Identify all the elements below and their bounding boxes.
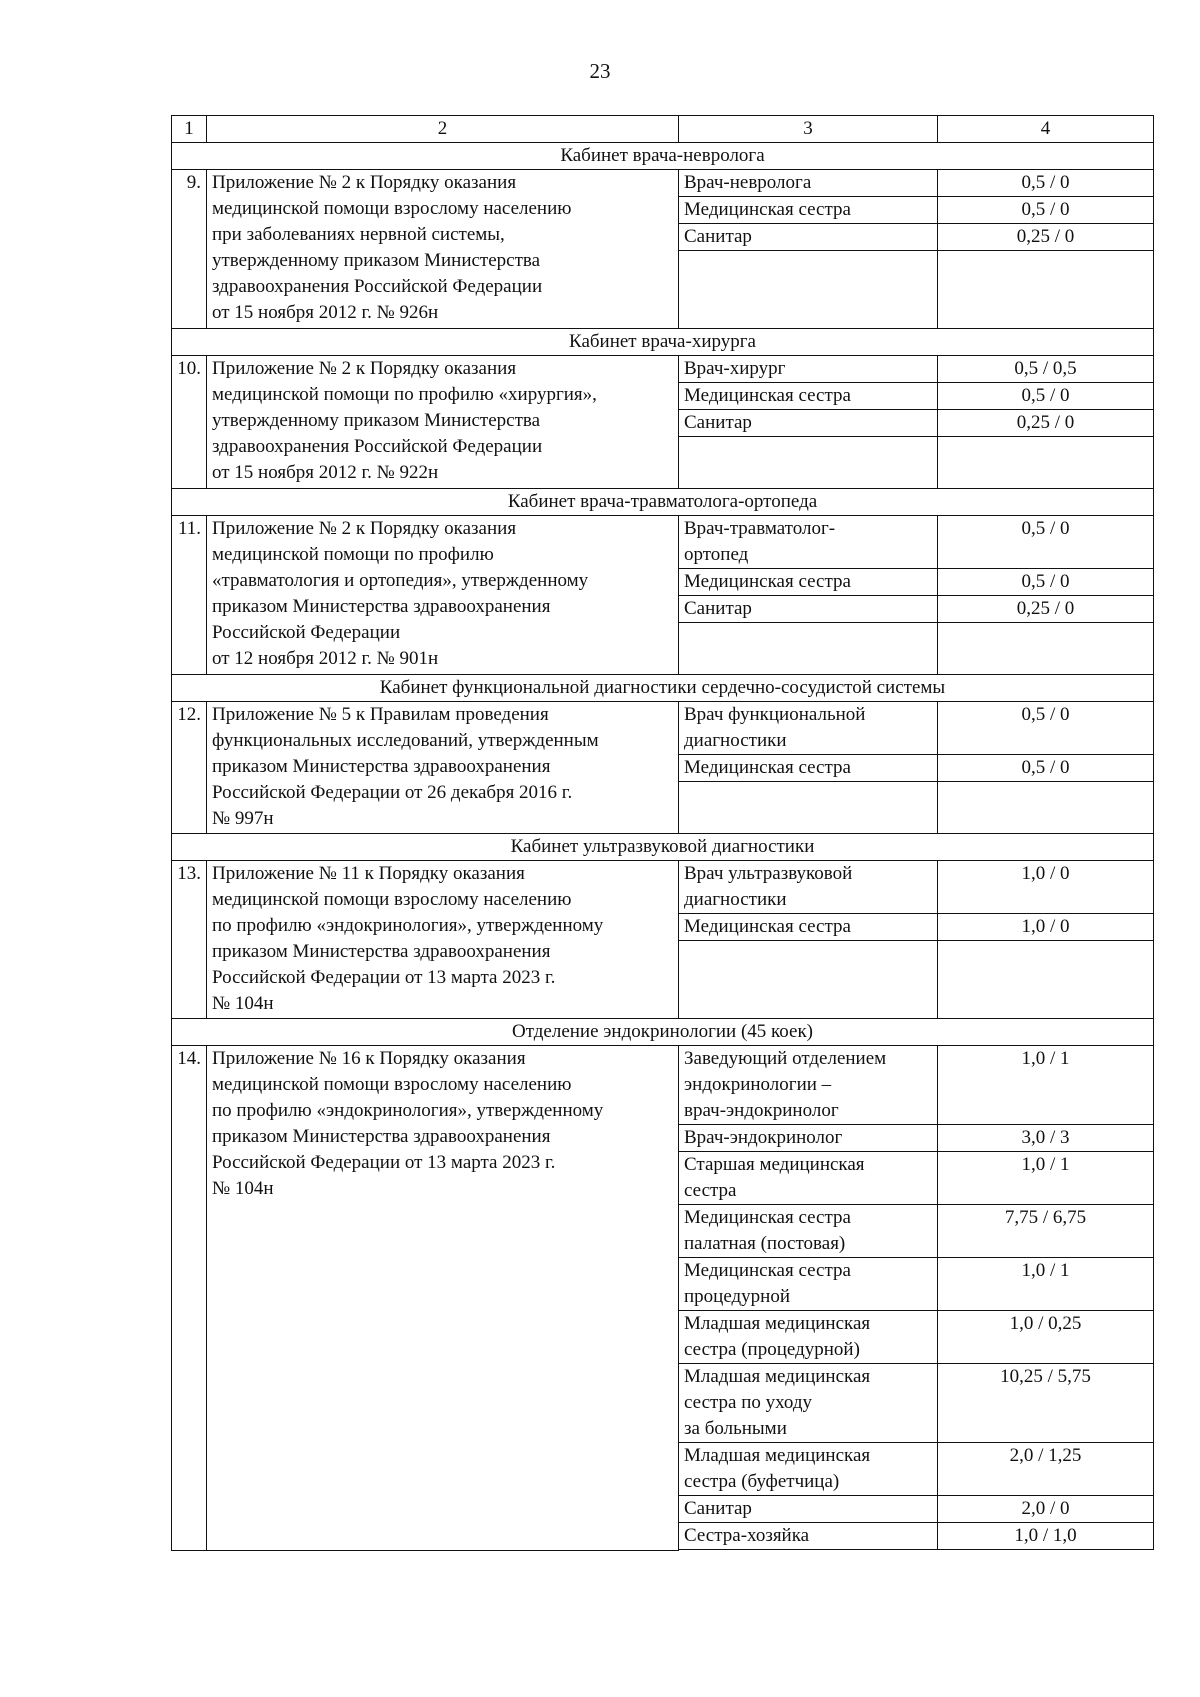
section-title: Кабинет врача-хирурга — [172, 329, 1154, 356]
column-number-3: 3 — [679, 116, 938, 143]
regulation-line: приказом Министерства здравоохранения — [212, 941, 551, 962]
regulation-line: Приложение № 11 к Порядку оказания — [212, 863, 525, 884]
staff-filler-cell — [679, 251, 938, 329]
staff-filler-cell — [679, 941, 938, 1019]
staff-position-line: Медицинская сестра — [684, 1207, 851, 1228]
section-title: Кабинет врача-травматолога-ортопеда — [172, 489, 1154, 516]
section-title: Кабинет ультразвуковой диагностики — [172, 834, 1154, 861]
staff-rate-value: 1,0 / 1 — [938, 1258, 1154, 1311]
regulation-line: по профилю «эндокринология», утвержденному — [212, 1100, 604, 1121]
regulation-line: приказом Министерства здравоохранения — [212, 756, 551, 777]
staff-position — [679, 1523, 938, 1550]
staff-rate-value: 0,5 / 0 — [938, 516, 1154, 569]
staff-position-line: Медицинская сестра — [684, 571, 851, 592]
section-title-row — [172, 675, 1154, 702]
staff-rate-value: 0,25 / 0 — [938, 596, 1154, 623]
staff-rate-value: 0,5 / 0 — [938, 702, 1154, 755]
column-number-1: 1 — [172, 116, 207, 143]
staff-position — [679, 197, 938, 224]
section-title-row — [172, 489, 1154, 516]
section-title-row — [172, 1019, 1154, 1046]
regulation-line: утвержденному приказом Министерства — [212, 410, 541, 431]
section-title-row — [172, 329, 1154, 356]
row-number: 10. — [172, 356, 207, 489]
value-filler-cell — [938, 623, 1154, 675]
page-number: 23 — [589, 59, 611, 83]
staff-position-line: сестра по уходу — [684, 1392, 813, 1413]
staff-position-line: Санитар — [684, 598, 752, 619]
regulation-line: приказом Министерства здравоохранения — [212, 1126, 551, 1147]
staff-rate-value: 1,0 / 1 — [938, 1152, 1154, 1205]
section-title-row — [172, 834, 1154, 861]
staff-position — [679, 1311, 938, 1364]
staff-rate-value: 0,25 / 0 — [938, 410, 1154, 437]
staff-position — [679, 516, 938, 569]
regulation-line: приказом Министерства здравоохранения — [212, 596, 551, 617]
staff-position-line: Заведующий отделением — [684, 1048, 887, 1069]
regulation-line: от 15 ноября 2012 г. № 922н — [212, 462, 439, 483]
column-number-row — [172, 116, 1154, 143]
section-title: Отделение эндокринологии (45 коек) — [172, 1019, 1154, 1046]
staff-rate-value: 1,0 / 0,25 — [938, 1311, 1154, 1364]
staff-position-line: сестра — [684, 1180, 737, 1201]
staff-position — [679, 1125, 938, 1152]
staff-position — [679, 1364, 938, 1443]
staff-position — [679, 569, 938, 596]
staff-position-line: врач-эндокринолог — [684, 1100, 839, 1121]
staff-position-line: эндокринологии – — [684, 1074, 832, 1095]
staff-position-line: Врач-невролога — [684, 172, 812, 193]
staff-position-line: ортопед — [684, 544, 749, 565]
staff-position-line: Старшая медицинская — [684, 1154, 865, 1175]
regulation-line: от 15 ноября 2012 г. № 926н — [212, 302, 439, 323]
staff-position-line: Врач-травматолог- — [684, 518, 836, 539]
column-number-2: 2 — [207, 116, 679, 143]
regulation-line: Приложение № 2 к Порядку оказания — [212, 358, 517, 379]
staff-rate-value: 1,0 / 1 — [938, 1046, 1154, 1125]
staff-position-line: Медицинская сестра — [684, 757, 851, 778]
staff-position-line: процедурной — [684, 1286, 791, 1307]
regulation-line: Приложение № 16 к Порядку оказания — [212, 1048, 526, 1069]
staff-position — [679, 861, 938, 914]
staff-row — [172, 1046, 1154, 1125]
staff-position-line: Санитар — [684, 412, 752, 433]
staff-position — [679, 1443, 938, 1496]
regulation-reference — [207, 1046, 679, 1551]
regulation-line: медицинской помощи взрослому населению — [212, 889, 572, 910]
staff-rate-value: 7,75 / 6,75 — [938, 1205, 1154, 1258]
regulation-line: Российской Федерации от 13 марта 2023 г. — [212, 967, 556, 988]
regulation-line: Приложение № 2 к Порядку оказания — [212, 172, 517, 193]
staff-rate-value: 1,0 / 1,0 — [938, 1523, 1154, 1550]
section-title: Кабинет врача-невролога — [172, 143, 1154, 170]
staff-position-line: диагностики — [684, 889, 787, 910]
staff-rate-value: 0,5 / 0 — [938, 383, 1154, 410]
staff-position — [679, 383, 938, 410]
staff-rate-value: 2,0 / 0 — [938, 1496, 1154, 1523]
regulation-line: медицинской помощи взрослому населению — [212, 1074, 572, 1095]
staff-position-line: сестра (процедурной) — [684, 1339, 860, 1360]
staff-position-line: Медицинская сестра — [684, 385, 851, 406]
staff-row — [172, 516, 1154, 569]
staff-position-line: Врач-эндокринолог — [684, 1127, 843, 1148]
staff-rate-value: 0,5 / 0 — [938, 755, 1154, 782]
staff-filler-cell — [679, 1550, 938, 1551]
staff-position-line: палатная (постовая) — [684, 1233, 846, 1254]
staff-position-line: Медицинская сестра — [684, 1260, 851, 1281]
staff-position — [679, 702, 938, 755]
staff-position — [679, 1152, 938, 1205]
section-title: Кабинет функциональной диагностики сердечно-сосудистой системы — [172, 675, 1154, 702]
value-filler-cell — [938, 437, 1154, 489]
staff-position — [679, 410, 938, 437]
regulation-reference — [207, 356, 679, 489]
regulation-reference — [207, 702, 679, 834]
staff-filler-cell — [679, 623, 938, 675]
regulation-line: медицинской помощи по профилю — [212, 544, 494, 565]
staff-position — [679, 1258, 938, 1311]
staff-row — [172, 356, 1154, 383]
regulation-line: Российской Федерации — [212, 622, 401, 643]
staff-position-line: Младшая медицинская — [684, 1445, 871, 1466]
regulation-line: № 997н — [212, 808, 274, 829]
staff-position-line: Врач-хирург — [684, 358, 786, 379]
staff-position-line: Сестра-хозяйка — [684, 1525, 810, 1546]
staff-position-line: диагностики — [684, 730, 787, 751]
value-filler-cell — [938, 941, 1154, 1019]
staff-rate-value: 0,5 / 0 — [938, 569, 1154, 596]
regulation-line: № 104н — [212, 1178, 274, 1199]
row-number: 14. — [172, 1046, 207, 1551]
regulation-reference — [207, 516, 679, 675]
staff-rate-value: 2,0 / 1,25 — [938, 1443, 1154, 1496]
staff-position-line: сестра (буфетчица) — [684, 1471, 840, 1492]
staff-position-line: Врач ультразвуковой — [684, 863, 853, 884]
staff-filler-cell — [679, 437, 938, 489]
row-number: 12. — [172, 702, 207, 834]
row-number: 11. — [172, 516, 207, 675]
value-filler-cell — [938, 251, 1154, 329]
staff-rate-value: 1,0 / 0 — [938, 861, 1154, 914]
staff-position — [679, 914, 938, 941]
staff-rate-value: 1,0 / 0 — [938, 914, 1154, 941]
regulation-reference — [207, 170, 679, 329]
regulation-reference — [207, 861, 679, 1019]
staff-position — [679, 356, 938, 383]
regulation-line: Приложение № 5 к Правилам проведения — [212, 704, 549, 725]
regulation-line: № 104н — [212, 993, 274, 1014]
regulation-line: «травматология и ортопедия», утвержденному — [212, 570, 589, 591]
staff-position — [679, 170, 938, 197]
staff-position-line: Младшая медицинская — [684, 1313, 871, 1334]
staff-position-line: Медицинская сестра — [684, 199, 851, 220]
value-filler-cell — [938, 782, 1154, 834]
regulation-line: утвержденному приказом Министерства — [212, 250, 541, 271]
regulation-line: от 12 ноября 2012 г. № 901н — [212, 648, 439, 669]
regulation-line: Российской Федерации от 13 марта 2023 г. — [212, 1152, 556, 1173]
staff-position-line: Врач функциональной — [684, 704, 866, 725]
staff-rate-value: 0,5 / 0 — [938, 170, 1154, 197]
staff-position — [679, 1046, 938, 1125]
regulation-line: здравоохранения Российской Федерации — [212, 436, 543, 457]
regulation-line: при заболеваниях нервной системы, — [212, 224, 505, 245]
regulation-line: Приложение № 2 к Порядку оказания — [212, 518, 517, 539]
regulation-line: здравоохранения Российской Федерации — [212, 276, 543, 297]
staff-filler-cell — [679, 782, 938, 834]
staff-position-line: Санитар — [684, 226, 752, 247]
value-filler-cell — [938, 1550, 1154, 1551]
staffing-table — [171, 115, 1154, 1551]
staff-rate-value: 3,0 / 3 — [938, 1125, 1154, 1152]
staff-rate-value: 0,5 / 0,5 — [938, 356, 1154, 383]
regulation-line: медицинской помощи взрослому населению — [212, 198, 572, 219]
staff-rate-value: 0,25 / 0 — [938, 224, 1154, 251]
regulation-line: по профилю «эндокринология», утвержденному — [212, 915, 604, 936]
staff-position — [679, 755, 938, 782]
staff-rate-value: 0,5 / 0 — [938, 197, 1154, 224]
staff-row — [172, 702, 1154, 755]
regulation-line: медицинской помощи по профилю «хирургия», — [212, 384, 597, 405]
section-title-row — [172, 143, 1154, 170]
column-number-4: 4 — [938, 116, 1154, 143]
row-number: 13. — [172, 861, 207, 1019]
regulation-line: функциональных исследований, утвержденным — [212, 730, 599, 751]
staff-position — [679, 1496, 938, 1523]
staff-rate-value: 10,25 / 5,75 — [938, 1364, 1154, 1443]
staff-position-line: Младшая медицинская — [684, 1366, 871, 1387]
row-number: 9. — [172, 170, 207, 329]
staff-row — [172, 170, 1154, 197]
staff-row — [172, 861, 1154, 914]
regulation-line: Российской Федерации от 26 декабря 2016 г. — [212, 782, 573, 803]
staff-position-line: за больными — [684, 1418, 787, 1439]
staff-position — [679, 1205, 938, 1258]
staff-position — [679, 596, 938, 623]
staff-position-line: Медицинская сестра — [684, 916, 851, 937]
staff-position — [679, 224, 938, 251]
staff-position-line: Санитар — [684, 1498, 752, 1519]
